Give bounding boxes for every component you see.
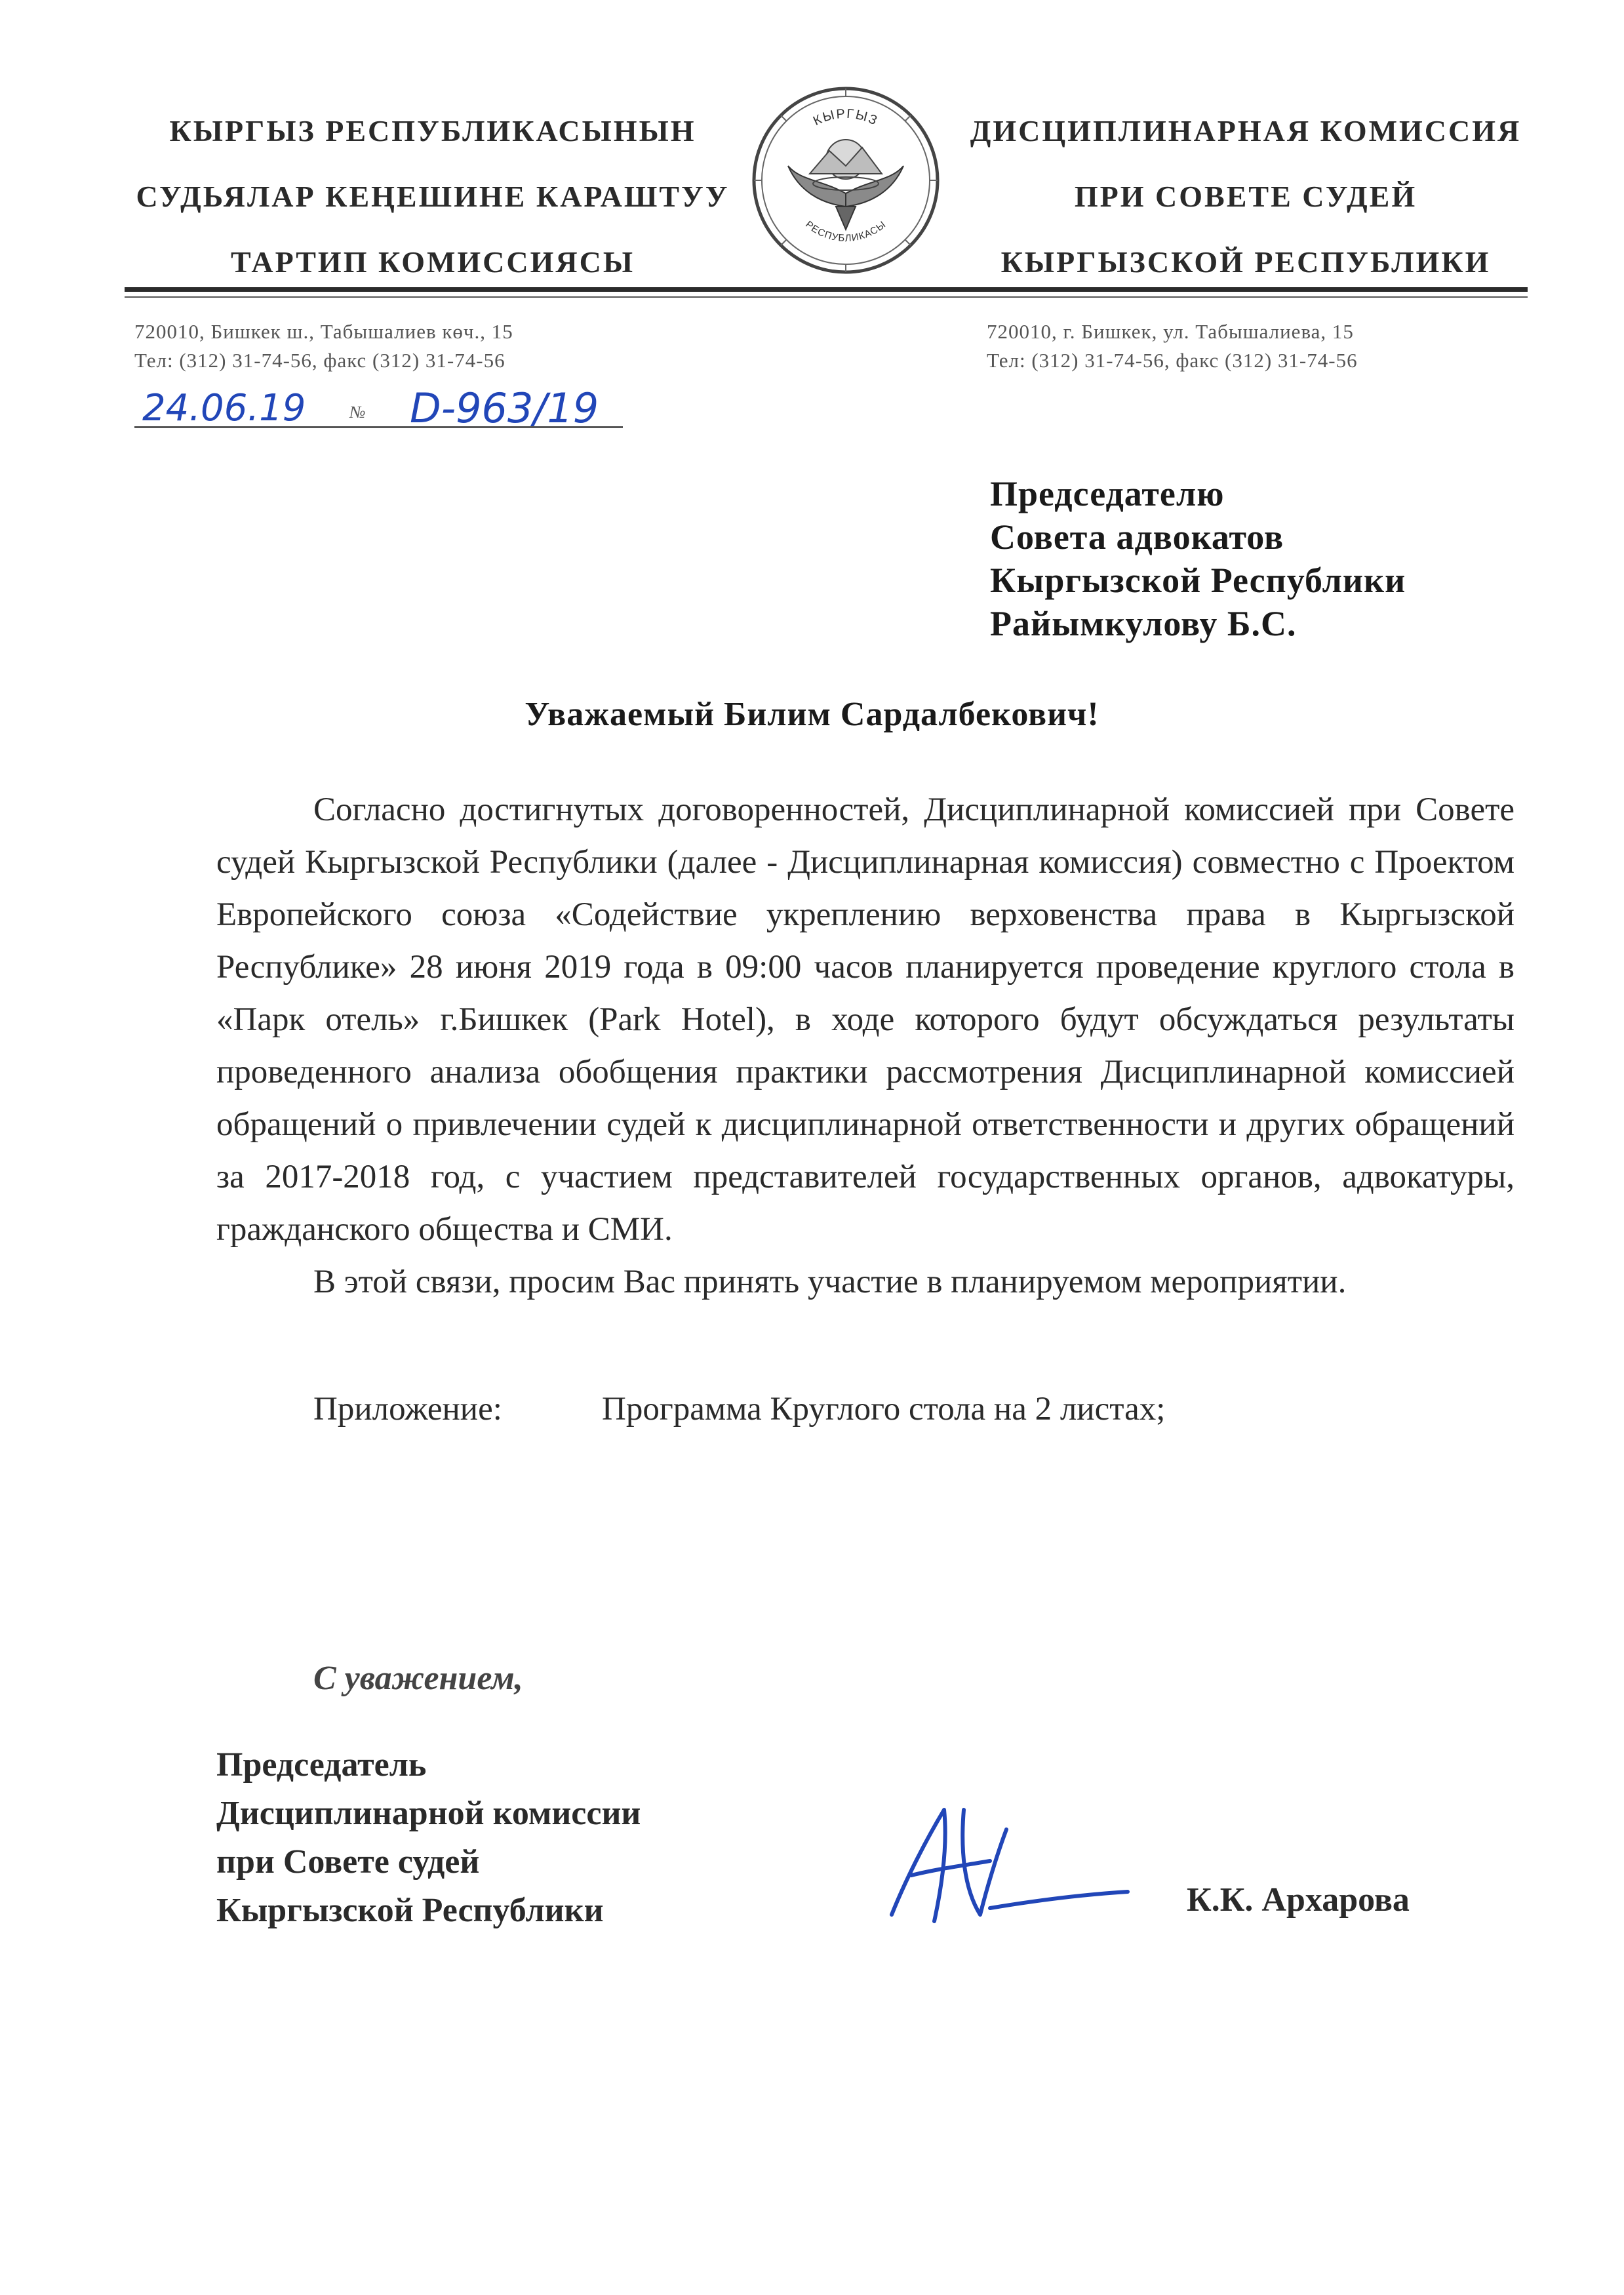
addressee-line-4: Райымкулову Б.С. xyxy=(990,604,1297,643)
addressee-line-3: Кыргызской Республики xyxy=(990,561,1406,600)
letter-body xyxy=(216,784,1515,1308)
state-emblem-icon xyxy=(747,82,944,279)
addressee-line-2: Совета адвокатов xyxy=(990,517,1284,557)
addressee-block xyxy=(990,472,1406,645)
handwritten-signature xyxy=(865,1784,1141,1954)
signer-line-4: Кыргызской Республики xyxy=(216,1892,604,1929)
registration-number-label: № xyxy=(349,403,366,422)
header-left-line-3: ТАРТИП КОМИССИЯСЫ xyxy=(230,245,635,279)
address-right-line-2: Тел: (312) 31-74-56, факс (312) 31-74-56 xyxy=(987,349,1358,372)
header-right-line-3: КЫРГЫЗСКОЙ РЕСПУБЛИКИ xyxy=(1000,245,1491,279)
closing-regards: С уважением, xyxy=(313,1660,523,1697)
header-right-line-1: ДИСЦИПЛИНАРНАЯ КОМИССИЯ xyxy=(970,114,1522,148)
address-right-line-1: 720010, г. Бишкек, ул. Табышалиева, 15 xyxy=(987,320,1354,343)
attachment-value: Программа Круглого стола на 2 листах; xyxy=(602,1391,1166,1427)
signer-line-3: при Совете судей xyxy=(216,1843,480,1881)
salutation: Уважаемый Билим Сардалбекович! xyxy=(525,696,1099,733)
signer-title-block xyxy=(216,1741,641,1935)
header-left-block xyxy=(118,98,747,295)
attachment-label: Приложение: xyxy=(313,1391,502,1427)
header-right-block xyxy=(957,98,1534,295)
emblem-text-bottom: РЕСПУБЛИКАСЫ xyxy=(803,218,888,245)
emblem-text-top: КЫРГЫЗ xyxy=(811,106,881,129)
address-right xyxy=(987,317,1358,375)
header-left-line-1: КЫРГЫЗ РЕСПУБЛИКАСЫНЫН xyxy=(169,114,696,148)
header-divider-thick xyxy=(125,287,1528,292)
header-divider-thin xyxy=(125,296,1528,298)
header-left-line-2: СУДЬЯЛАР КЕҢЕШИНЕ КАРАШТУУ xyxy=(136,180,730,213)
body-paragraph-1: Согласно достигнутых договоренностей, Дисциплинарной комиссией при Совете судей Кыргызской Республики (далее - Дисциплинарная комиссия) совместно с Проектом Европейского союза «Содействие укреплению верховенства права в Кыргызской Республике» 28 июня 2019 года в 09:00 часов планируется проведение круглого стола в «Парк отель» г.Бишкек (Park Hotel), в ходе которого будут обсуждаться результаты проведенного анализа обобщения практики рассмотрения Дисциплинарной комиссией обращений о привлечении судей к дисциплинарной ответственности и других обращений за 2017-2018 год, с участием представителей государственных органов, адвокатуры, гражданского общества и СМИ. xyxy=(216,791,1515,1248)
registration-line xyxy=(134,384,623,432)
body-paragraph-2: В этой связи, просим Вас принять участие в планируемом мероприятии. xyxy=(313,1264,1347,1300)
registration-number: D-963/19 xyxy=(410,384,599,432)
signer-line-1: Председатель xyxy=(216,1746,427,1784)
address-left-line-1: 720010, Бишкек ш., Табышалиев көч., 15 xyxy=(134,320,513,343)
signer-line-2: Дисциплинарной комиссии xyxy=(216,1795,641,1832)
registration-date: 24.06.19 xyxy=(142,387,306,429)
addressee-line-1: Председателю xyxy=(990,474,1225,513)
address-left xyxy=(134,317,513,375)
address-left-line-2: Тел: (312) 31-74-56, факс (312) 31-74-56 xyxy=(134,349,505,372)
signer-name: К.К. Архарова xyxy=(1187,1881,1410,1919)
header-right-line-2: ПРИ СОВЕТЕ СУДЕЙ xyxy=(1074,180,1417,213)
